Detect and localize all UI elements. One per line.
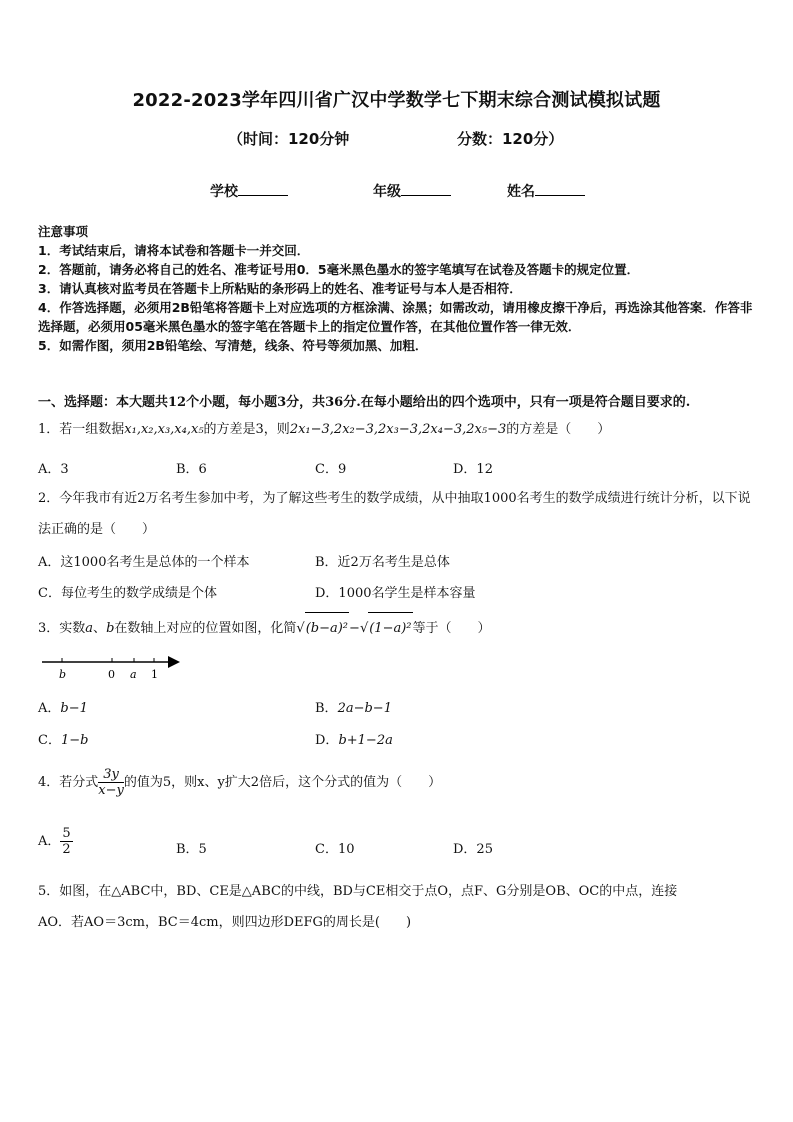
notice-item: 5．如需作图，须用2B铅笔绘、写清楚，线条、符号等须加黑、加粗． xyxy=(38,338,428,353)
option-label: A． xyxy=(38,701,61,716)
option-c: C．每位考生的数学成绩是个体 xyxy=(38,586,217,601)
fraction-denominator: x−y xyxy=(98,783,124,798)
grade-label: 年级 xyxy=(373,184,401,200)
question-5 xyxy=(38,876,763,938)
notice-block xyxy=(38,222,763,355)
question-text: 4．若分式 xyxy=(38,775,99,790)
option-d: D．12 xyxy=(453,462,493,477)
grade-field xyxy=(373,181,451,201)
axis-label-0: 0 xyxy=(108,668,115,681)
grade-blank xyxy=(401,181,451,196)
question-1 xyxy=(38,414,763,445)
fraction xyxy=(98,767,124,798)
question-text: 等于（ ） xyxy=(412,621,491,636)
notice-item: 3．请认真核对监考员在答题卡上所粘贴的条形码上的姓名、准考证号与本人是否相符． xyxy=(38,281,522,296)
option-b: B．5 xyxy=(176,842,207,857)
sqrt-sign: √ xyxy=(296,621,305,636)
question-text: − xyxy=(349,621,360,636)
option-b: B．近2万名考生是总体 xyxy=(315,555,450,570)
radicand: (1−a)² xyxy=(368,612,412,644)
question-text: 5．如图，在△ABC中，BD、CE是△ABC的中线，BD与CE相交于点O，点F、G分别是OB、OC的中点，连接 xyxy=(38,884,678,899)
option-expression: b−1 xyxy=(60,701,88,716)
name-blank xyxy=(535,181,585,196)
option-expression: 1−b xyxy=(60,733,89,748)
notice-heading: 注意事项 xyxy=(38,224,89,239)
question-text: 在数轴上对应的位置如图，化简 xyxy=(114,621,297,636)
axis-label-b: b xyxy=(59,668,67,681)
school-label: 学校 xyxy=(210,184,238,200)
option-label: C． xyxy=(38,733,61,748)
arrow-head xyxy=(168,656,180,668)
variable-b: b xyxy=(106,621,115,636)
question-text: 的方差是3，则 xyxy=(203,422,290,437)
question-text: 的值为5，则x、y扩大2倍后，这个分式的值为（ ） xyxy=(123,775,442,790)
option-d: D．1000名学生是样本容量 xyxy=(315,586,476,601)
question-text: AO．若AO＝3cm，BC＝4cm，则四边形DEFG的周长是( ) xyxy=(38,915,412,930)
name-field xyxy=(507,181,585,201)
option-c: C．9 xyxy=(315,462,347,477)
sqrt-sign: √ xyxy=(359,621,369,636)
notice-item: 4．作答选择题，必须用2B铅笔将答题卡上对应选项的方框涂满、涂黑；如需改动，请用橡皮擦干净后，再选涂其他答案．作答非选择题，必须用05毫米黑色墨水的签字笔在答题卡上的指定位置作答，在其他位置作答一律无效． xyxy=(38,300,753,334)
option-a xyxy=(38,826,73,857)
option-a: A．3 xyxy=(38,462,69,477)
axis-label-a: a xyxy=(130,668,137,681)
question-text: 3．实数 xyxy=(38,621,86,636)
question-text: 1．若一组数据 xyxy=(38,422,125,437)
option-a xyxy=(38,697,88,716)
option-expression: b+1−2a xyxy=(338,733,393,748)
option-c xyxy=(38,729,88,748)
fraction-numerator: 3y xyxy=(98,767,124,783)
axis-label-1: 1 xyxy=(151,668,158,681)
math-expression: 2x₁−3,2x₂−3,2x₃−3,2x₄−3,2x₅−3 xyxy=(289,422,507,437)
school-blank xyxy=(238,181,288,196)
option-c: C．10 xyxy=(315,842,355,857)
question-2: 2．今年我市有近2万名考生参加中考，为了解这些考生的数学成绩，从中抽取1000名考生的数学成绩进行统计分析，以下说法正确的是（ ） xyxy=(38,491,751,537)
question-3 xyxy=(38,612,763,644)
option-d: D．25 xyxy=(453,842,493,857)
variable-a: a xyxy=(85,621,94,636)
option-expression: 2a−b−1 xyxy=(337,701,392,716)
option-label: D． xyxy=(315,733,339,748)
fraction-denominator: 2 xyxy=(62,842,71,857)
radicand: (b−a)² xyxy=(305,612,349,644)
option-b: B．6 xyxy=(176,462,207,477)
question-text: 、 xyxy=(93,621,107,636)
fraction-numerator: 5 xyxy=(62,826,71,841)
name-label: 姓名 xyxy=(507,184,535,200)
fraction xyxy=(60,826,72,857)
school-field xyxy=(210,181,288,201)
total-score: 分数：120分） xyxy=(457,130,564,148)
option-label: B． xyxy=(315,701,338,716)
notice-item: 2．答题前，请务必将自己的姓名、准考证号用0．5毫米黑色墨水的签字笔填写在试卷及答题卡的规定位置． xyxy=(38,262,640,277)
question-text: 的方差是（ ） xyxy=(506,422,611,437)
option-d xyxy=(315,729,393,748)
notice-item: 1．考试结束后，请将本试卷和答题卡一并交回． xyxy=(38,243,310,258)
option-label: A． xyxy=(38,834,61,849)
question-4 xyxy=(38,764,763,802)
number-line-figure xyxy=(40,652,185,682)
section-heading: 一、选择题：本大题共12个小题，每小题3分，共36分.在每小题给出的四个选项中，只有一项是符合题目要求的. xyxy=(38,395,691,410)
math-expression: x₁,x₂,x₃,x₄,x₅ xyxy=(124,422,204,437)
time-limit: （时间：120分钟 xyxy=(228,130,350,148)
exam-title: 2022-2023学年四川省广汉中学数学七下期末综合测试模拟试题 xyxy=(132,90,661,111)
option-b xyxy=(315,697,392,716)
option-a: A．这1000名考生是总体的一个样本 xyxy=(38,555,250,570)
